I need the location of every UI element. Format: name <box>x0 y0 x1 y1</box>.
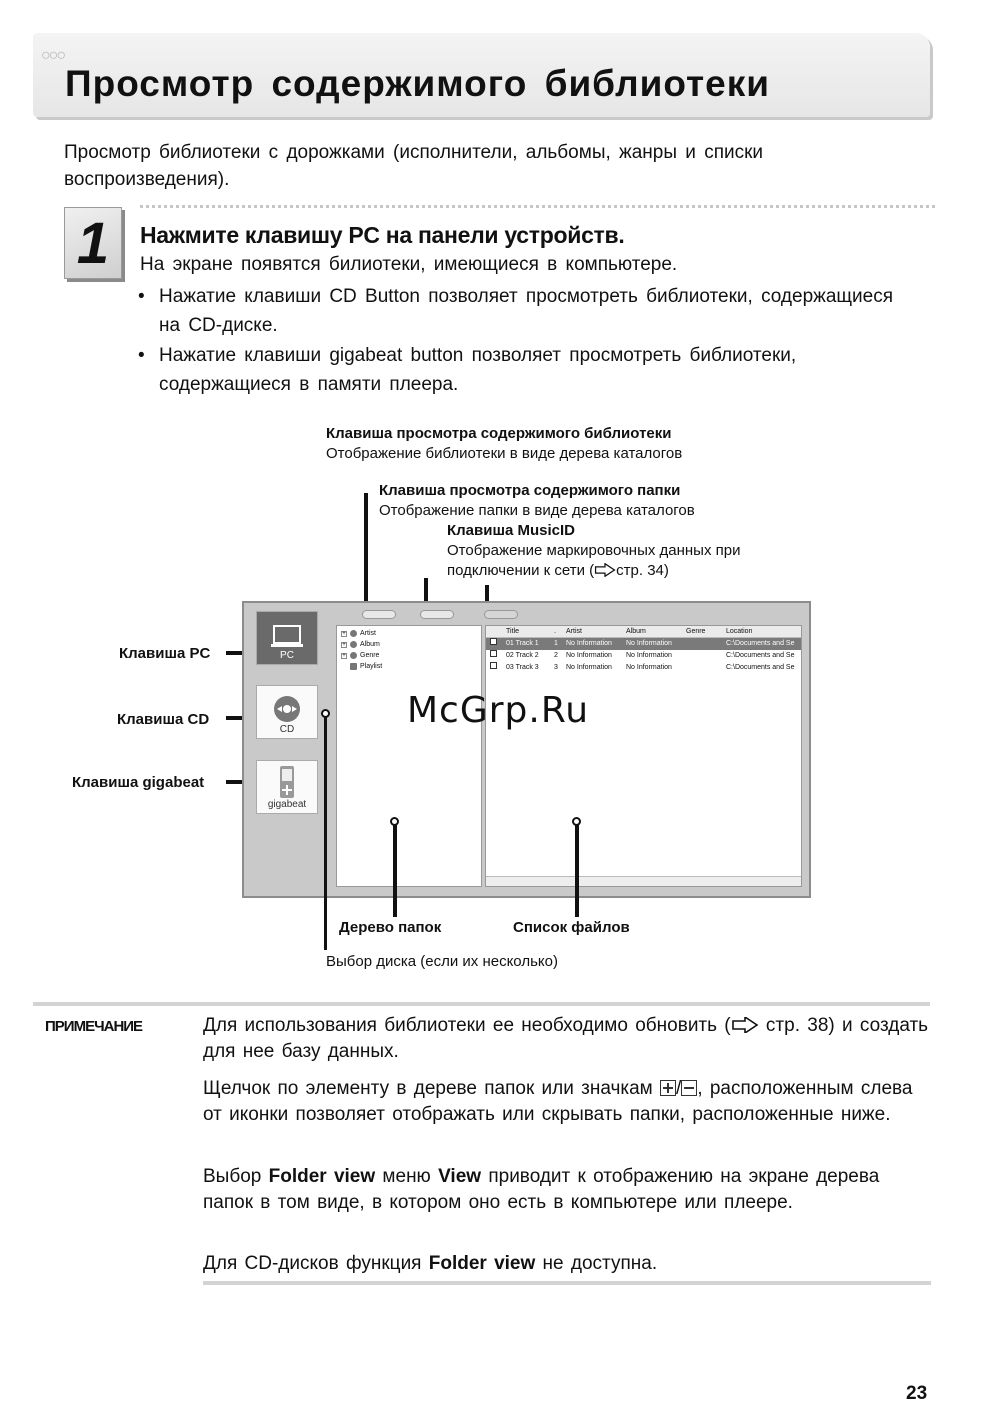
bullet-icon: • <box>138 345 145 366</box>
table-row[interactable]: 03 Track 3 3 No Information No Information C:\Documents and Se <box>486 662 801 674</box>
leader-line <box>575 822 579 917</box>
monitor-icon <box>270 624 304 650</box>
leader-line <box>324 712 327 950</box>
step-text: На экране появятся билиотеки, имеющиеся в компьютере. <box>140 254 678 275</box>
leader-knob <box>321 709 330 718</box>
label-gigabeat-key: Клавиша gigabeat <box>72 774 205 791</box>
intro-paragraph: Просмотр библиотеки с дорожками (исполнители, альбомы, жанры и списки воспроизведения). <box>64 142 764 190</box>
step-title: Нажмите клавишу PC на панели устройств. <box>140 222 625 248</box>
playlist-icon <box>350 663 357 670</box>
collapse-minus-icon <box>681 1080 697 1096</box>
genre-icon <box>350 652 357 659</box>
table-row[interactable]: 02 Track 2 2 No Information No Information C:\Documents and Se <box>486 650 801 662</box>
label-folder-tree: Дерево папок <box>339 919 442 936</box>
callout-folder-view: Клавиша просмотра содержимого папки Отображение папки в виде дерева каталогов <box>379 482 695 519</box>
leader-line <box>393 822 397 917</box>
tree-item[interactable]: + Genre <box>342 652 380 659</box>
callout-library-view: Клавиша просмотра содержимого библиотеки Отображение библиотеки в виде дерева каталогов <box>326 425 683 462</box>
note-paragraph: Выбор Folder view меню View приводит к отображению на экране дерева папок в том виде, в котором оно есть в компьютере или плеере. <box>203 1166 880 1213</box>
leader-knob <box>390 817 399 826</box>
tree-item[interactable]: Playlist <box>341 661 477 672</box>
note-paragraph: Щелчок по элементу в дереве папок или значкам / , расположенным слева от иконки позволяет отображать или скрывать папки, расположенные ниже. <box>203 1078 913 1125</box>
track-checkbox[interactable] <box>490 662 497 669</box>
leader-knob <box>572 817 581 826</box>
column-header[interactable]: Genre <box>686 628 706 635</box>
library-view-tab[interactable] <box>362 610 396 619</box>
bullet-icon: • <box>138 286 145 307</box>
table-row[interactable]: 01 Track 1 1 No Information No Information C:\Documents and Se <box>486 638 801 650</box>
column-header[interactable]: Location <box>726 628 753 635</box>
page-number: 23 <box>906 1383 928 1404</box>
leader-line <box>364 493 368 612</box>
note-divider <box>33 1002 930 1006</box>
file-list-header <box>486 626 801 638</box>
column-header[interactable]: Album <box>626 628 646 635</box>
decorative-dots-icon: ○○○ <box>41 47 64 64</box>
cd-disc-icon <box>272 694 302 724</box>
note-paragraph: Для CD-дисков функция Folder view не доступна. <box>203 1253 658 1274</box>
track-checkbox[interactable] <box>490 638 497 645</box>
label-pc-key: Клавиша PC <box>119 645 211 662</box>
folder-view-tab[interactable] <box>420 610 454 619</box>
tree-item[interactable]: + Artist <box>342 630 376 637</box>
expand-plus-icon <box>660 1080 676 1096</box>
tree-item[interactable]: + Album <box>342 641 380 648</box>
label-disk-select: Выбор диска (если их несколько) <box>326 953 558 970</box>
callout-musicid: Клавиша MusicID Отображение маркировочных данных при подключении к сети ( стр. 34) <box>447 522 741 579</box>
file-list-panel[interactable] <box>485 625 802 887</box>
page-title: Просмотр содержимого библиотеки <box>65 63 771 104</box>
watermark: McGrp.Ru <box>407 690 590 731</box>
label-cd-key: Клавиша CD <box>117 711 210 728</box>
horizontal-scrollbar[interactable] <box>486 876 801 886</box>
note-bottom-divider <box>203 1281 931 1285</box>
title-banner <box>33 33 930 117</box>
app-screenshot <box>242 601 811 898</box>
note-label: ПРИМЕЧАНИЕ <box>45 1018 143 1035</box>
step-number: 1 <box>64 207 122 279</box>
label-file-list: Список файлов <box>513 919 630 936</box>
column-header[interactable]: Artist <box>566 628 582 635</box>
musicid-tab[interactable] <box>484 610 518 619</box>
player-device-icon <box>277 765 297 799</box>
artist-icon <box>350 630 357 637</box>
bullet-item: • Нажатие клавиши gigabeat button позволяет просмотреть библиотеки, содержащиеся в памяти плеера. <box>138 341 898 399</box>
note-paragraph: Для использования библиотеки ее необходимо обновить ( стр. 38) и создать для нее базу данных. <box>203 1015 929 1062</box>
folder-tree-panel[interactable] <box>336 625 482 887</box>
page-reference-arrow-icon <box>594 563 616 577</box>
page-reference-arrow-icon <box>731 1017 759 1033</box>
column-header[interactable]: . <box>554 628 556 635</box>
gigabeat-device-button[interactable]: gigabeat <box>256 760 318 814</box>
column-header[interactable]: Title <box>506 628 519 635</box>
pc-device-button[interactable]: PC <box>256 611 318 665</box>
track-checkbox[interactable] <box>490 650 497 657</box>
dotted-divider <box>140 205 935 208</box>
bullet-item: • Нажатие клавиши CD Button позволяет просмотреть библиотеки, содержащиеся на CD-диске. <box>138 282 898 340</box>
album-icon <box>350 641 357 648</box>
cd-device-button[interactable]: CD <box>256 685 318 739</box>
